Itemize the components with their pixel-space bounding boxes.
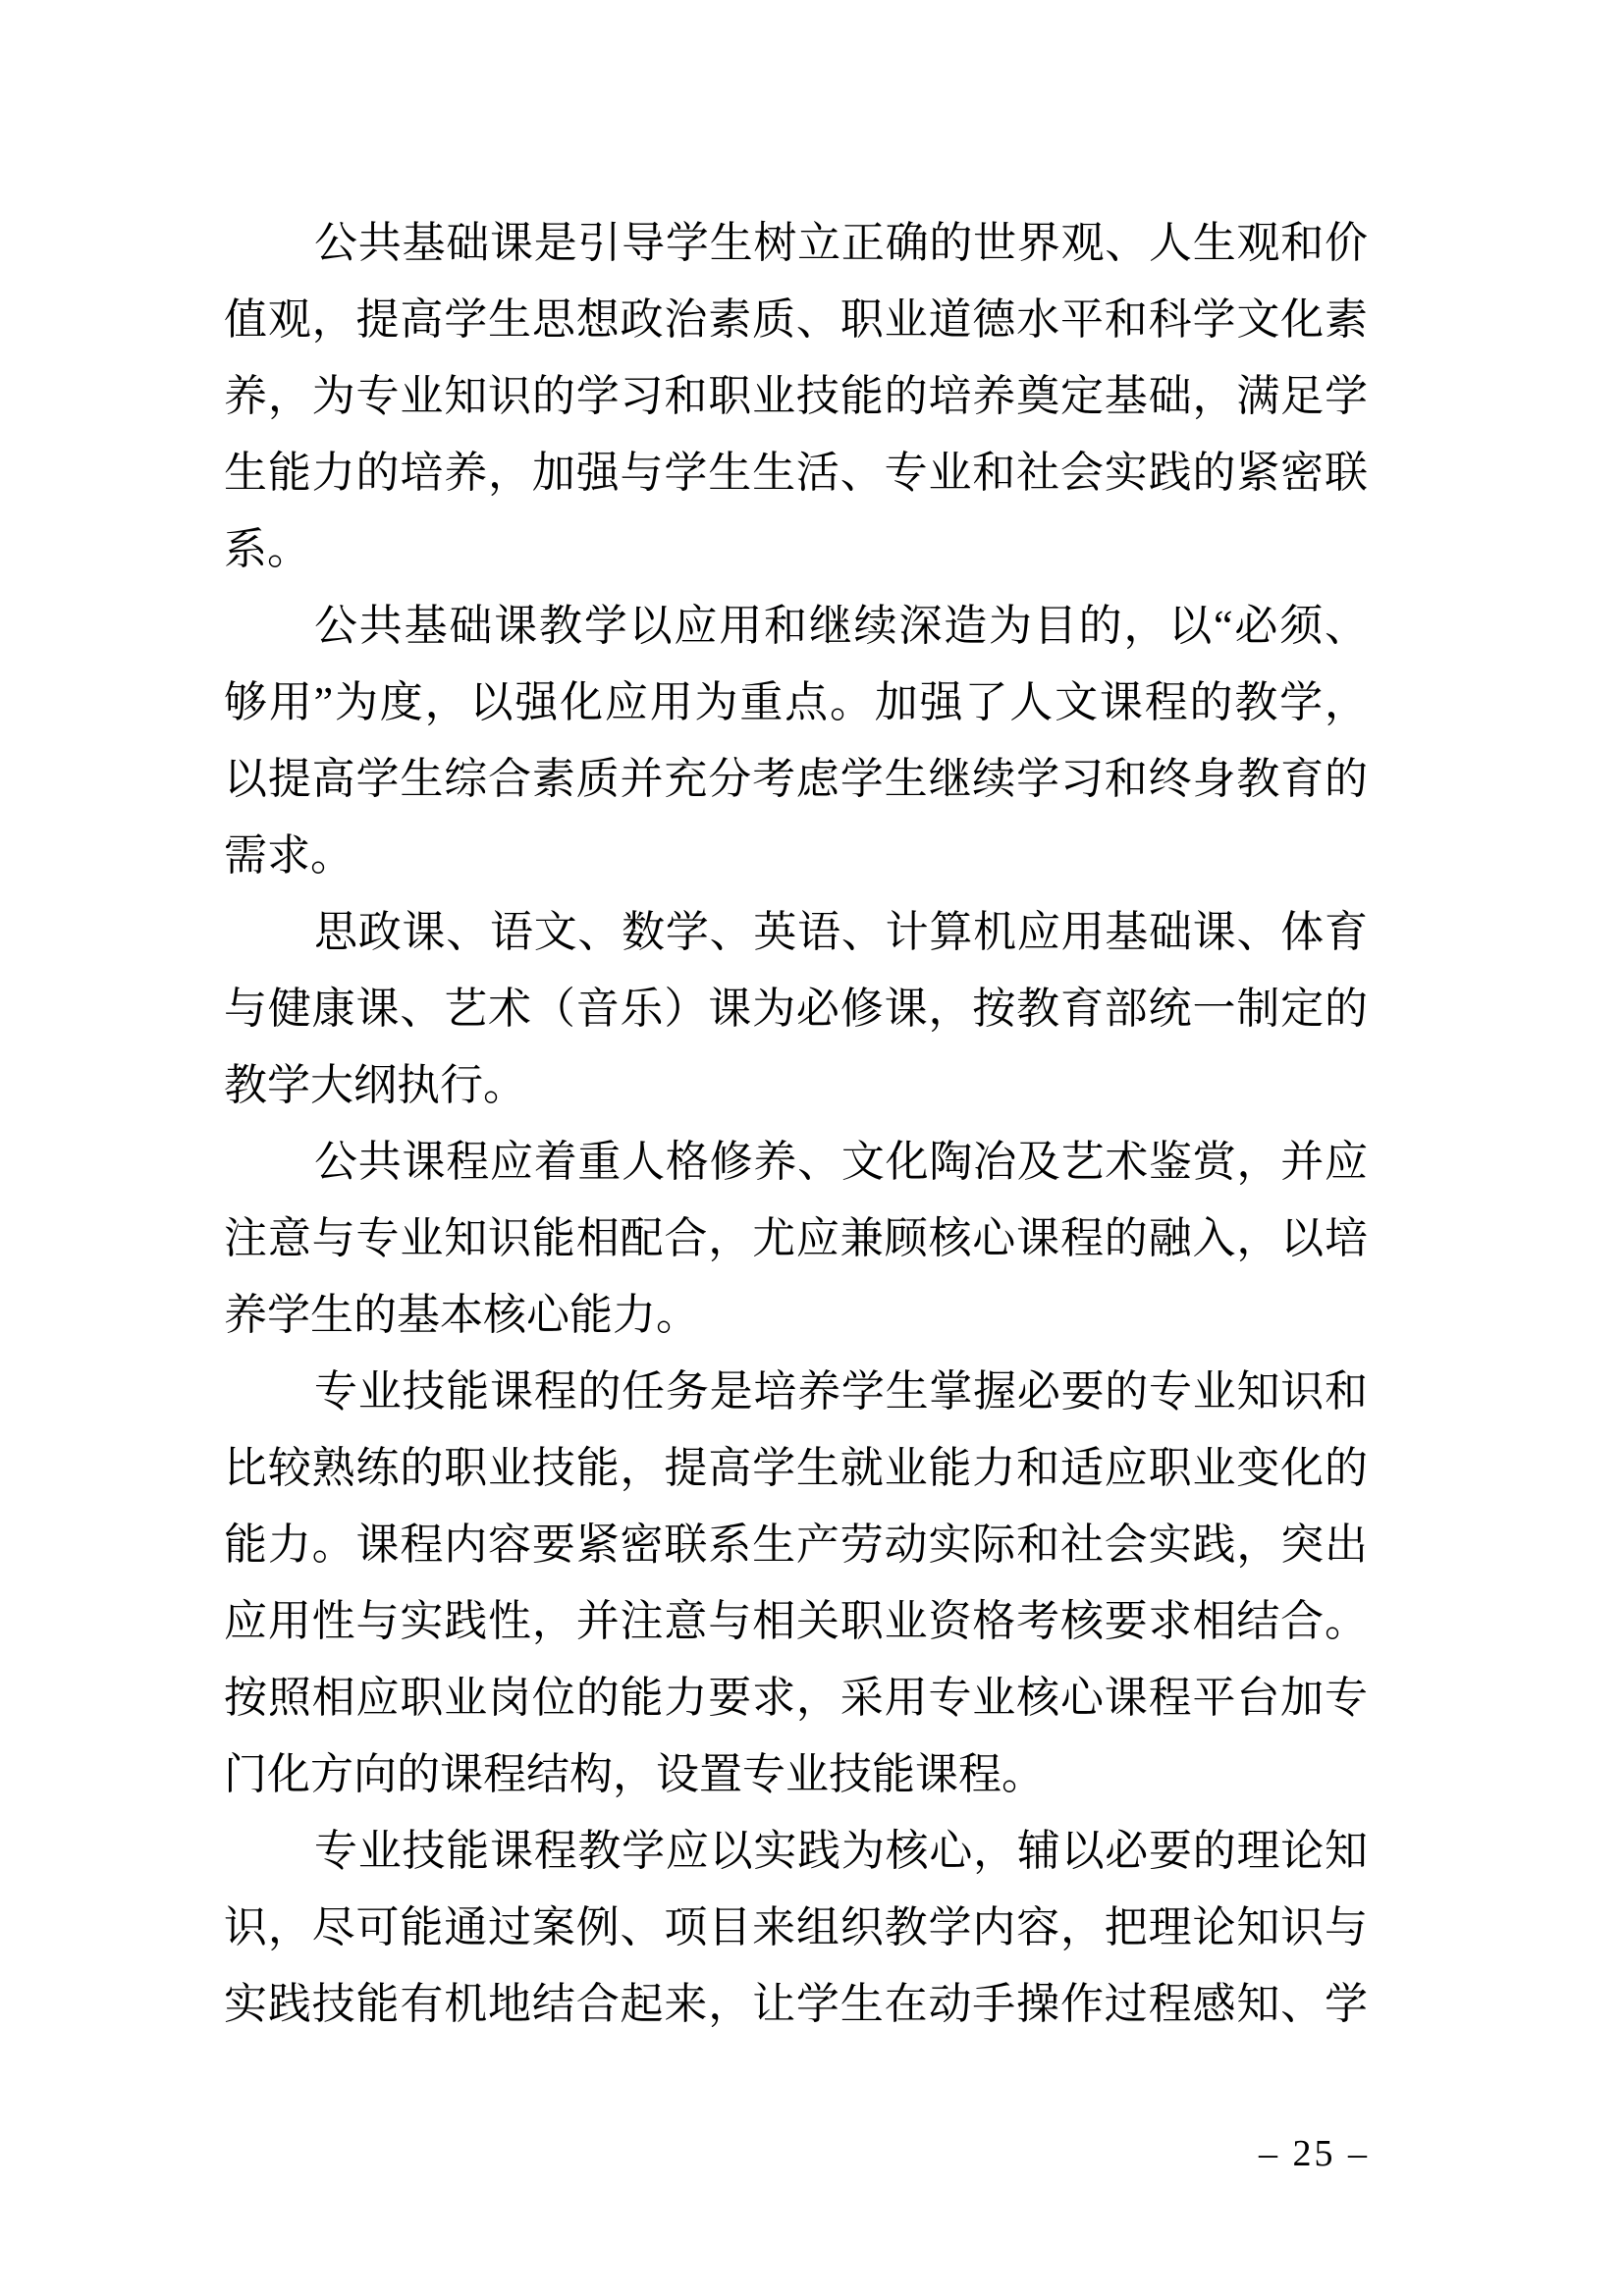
text-line: 系。: [224, 525, 310, 573]
text-line: 教学大纲执行。: [224, 1061, 526, 1109]
text-line: 比较熟练的职业技能，提高学生就业能力和适应职业变化的: [224, 1444, 1368, 1492]
text-line: 门化方向的课程结构，设置专业技能课程。: [224, 1750, 1045, 1798]
text-line: 公共基础课教学以应用和继续深造为目的，以“必须、: [314, 602, 1368, 650]
text-line: 以提高学生综合素质并充分考虑学生继续学习和终身教育的: [224, 755, 1368, 803]
text-line: 公共课程应着重人格修养、文化陶冶及艺术鉴赏，并应: [314, 1138, 1368, 1186]
text-line: 识，尽可能通过案例、项目来组织教学内容，把理论知识与: [224, 1903, 1368, 1951]
text-line: 按照相应职业岗位的能力要求，采用专业核心课程平台加专: [224, 1674, 1368, 1722]
text-line: 应用性与实践性，并注意与相关职业资格考核要求相结合。: [224, 1597, 1368, 1645]
text-line: 够用”为度，以强化应用为重点。加强了人文课程的教学，: [224, 678, 1368, 726]
text-line: 养学生的基本核心能力。: [224, 1291, 699, 1339]
text-line: 养，为专业知识的学习和职业技能的培养奠定基础，满足学: [224, 372, 1368, 420]
text-line: 值观，提高学生思想政治素质、职业道德水平和科学文化素: [224, 295, 1368, 344]
text-line: 需求。: [224, 831, 353, 880]
text-line: 专业技能课程的任务是培养学生掌握必要的专业知识和: [314, 1367, 1368, 1415]
text-line: 公共基础课是引导学生树立正确的世界观、人生观和价: [314, 219, 1368, 267]
body-text: [224, 205, 1368, 2043]
text-line: 能力。课程内容要紧密联系生产劳动实际和社会实践，突出: [224, 1521, 1368, 1569]
text-line: 注意与专业知识能相配合，尤应兼顾核心课程的融入，以培: [224, 1214, 1368, 1262]
text-line: 实践技能有机地结合起来，让学生在动手操作过程感知、学: [224, 1980, 1368, 2028]
text-line: 专业技能课程教学应以实践为核心，辅以必要的理论知: [314, 1827, 1368, 1875]
page-number: – 25 –: [1259, 2133, 1370, 2174]
text-line: 生能力的培养，加强与学生生活、专业和社会实践的紧密联: [224, 449, 1368, 497]
text-line: 思政课、语文、数学、英语、计算机应用基础课、体育: [314, 908, 1368, 956]
text-line: 与健康课、艺术（音乐）课为必修课，按教育部统一制定的: [224, 985, 1368, 1033]
